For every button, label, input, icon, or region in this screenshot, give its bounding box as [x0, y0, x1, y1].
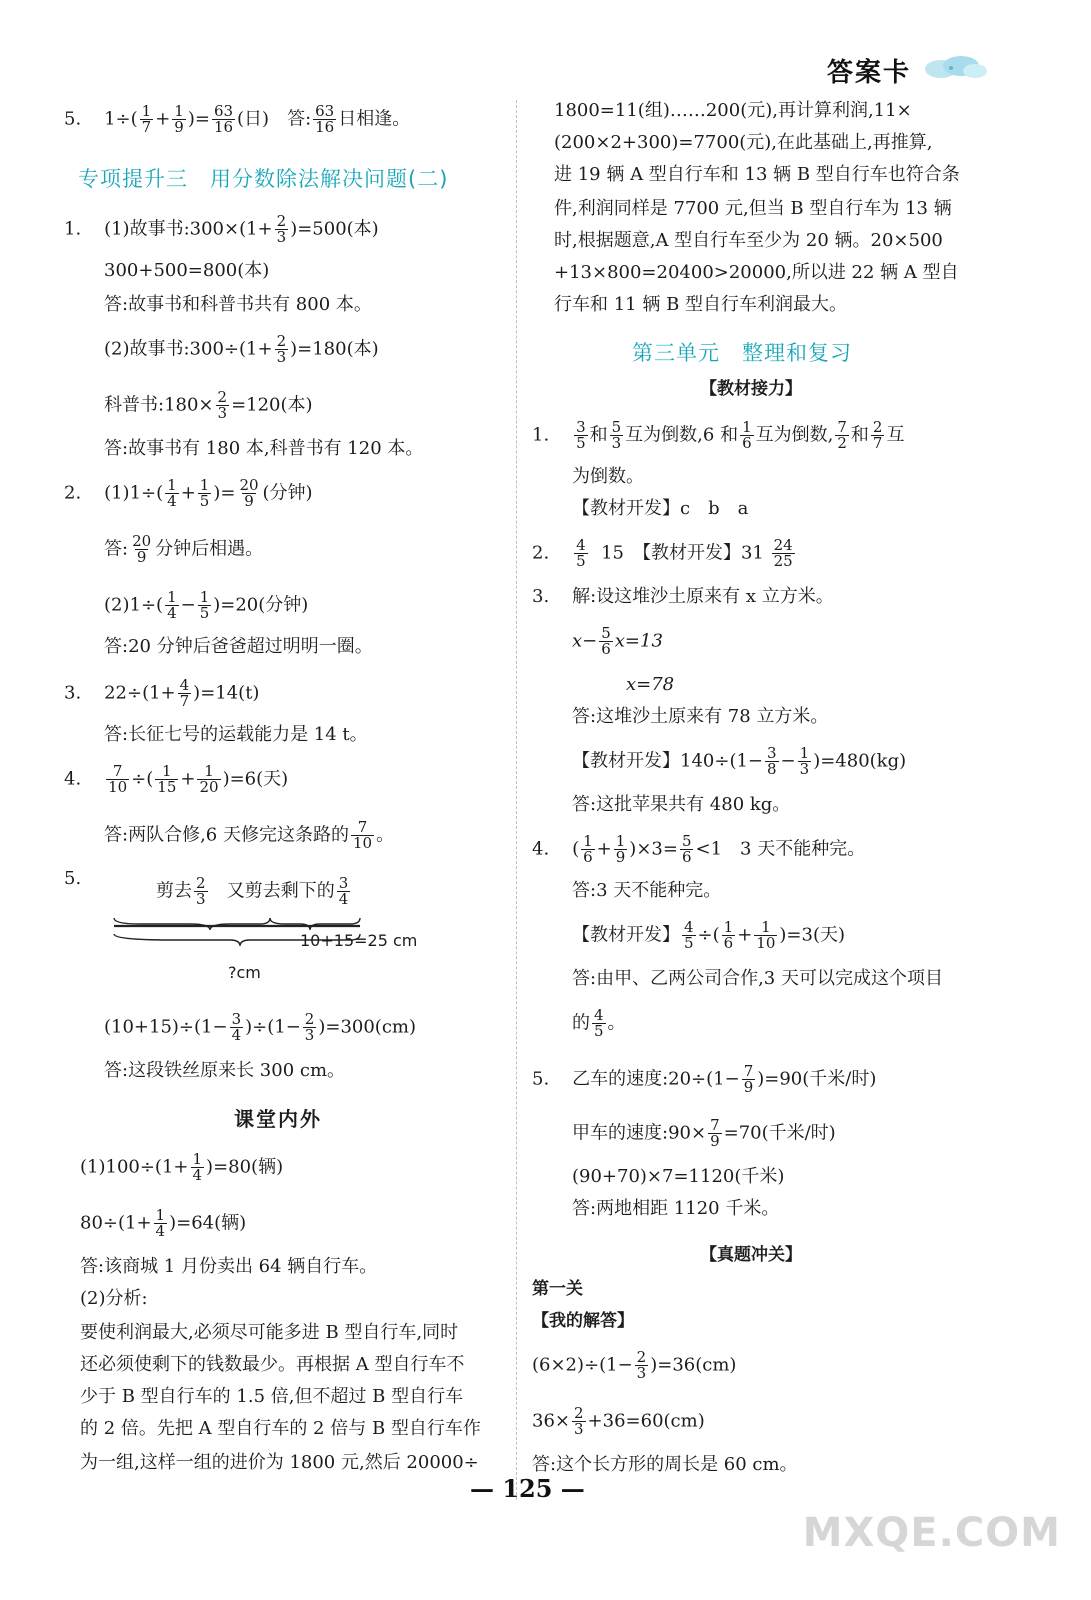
ketang-title: 课堂内外 — [234, 1107, 322, 1131]
r-q5-line1: 5. 乙车的速度:20÷(1− $\frac{7}{9}$ )=90(千米/时) — [532, 1062, 877, 1096]
diyiguan-label: 第一关 — [532, 1279, 583, 1299]
unit-title: 第三单元 整理和复习 — [632, 341, 852, 365]
r-q4-line4: 答:由甲、乙两公司合作,3 天可以完成这个项目 — [572, 968, 943, 989]
diagram-label-cut: 剪去 $\frac{2}{3}$ 又剪去剩下的 $\frac{3}{4}$ — [156, 874, 349, 908]
wode-jieda-label: 【我的解答】 — [532, 1311, 634, 1331]
ketang-line3: 答:该商城 1 月份卖出 64 辆自行车。 — [80, 1256, 378, 1277]
r-q3-line1: 3. 解:设这堆沙土原来有 x 立方米。 — [532, 586, 834, 607]
r-q3-line3: x=78 — [626, 674, 675, 695]
ketang-line7: 少于 B 型自行车的 1.5 倍,但不超过 B 型自行车 — [80, 1386, 464, 1407]
q3-line1: 3. 22÷(1+ $\frac{4}{7}$ )=14(t) — [64, 676, 260, 710]
r-q5-line3: (90+70)×7=1120(千米) — [572, 1166, 785, 1187]
r-q4-line2: 答:3 天不能种完。 — [572, 880, 722, 901]
q3-line2: 答:长征七号的运载能力是 14 t。 — [104, 724, 368, 745]
zhenti-title: 【真题冲关】 — [700, 1245, 802, 1265]
q5-line2: 答:这段铁丝原来长 300 cm。 — [104, 1060, 346, 1081]
q1-line2: 300+500=800(本) — [104, 260, 270, 281]
ketang-line5: 要使利润最大,必须尽可能多进 B 型自行车,同时 — [80, 1322, 459, 1343]
q5-number: 5. — [64, 868, 82, 889]
r-q4-line3: 【教材开发】 $\frac{4}{5}$ ÷( $\frac{1}{6}$ + $\frac{1}{10}$ )=3(天) — [572, 918, 845, 952]
r-q2-line1: 2. $\frac{4}{5}$ 15 【教材开发】31 $\frac{24}{25}$ — [532, 536, 793, 570]
q2-line1: 2. (1)1÷( $\frac{1}{4}$ + $\frac{1}{5}$ )= $\frac{20}{9}$ (分钟) — [64, 476, 313, 510]
jiaocai-title: 【教材接力】 — [700, 379, 802, 399]
r-q3-line2: x− $\frac{5}{6}$ x=13 — [572, 624, 663, 658]
q5-line1: (10+15)÷(1− $\frac{3}{4}$ )÷(1− $\frac{2}{3}$ )=300(cm) — [104, 1010, 416, 1044]
cont-line3: 进 19 辆 A 型自行车和 13 辆 B 型自行车也符合条 — [554, 164, 960, 185]
wire-diagram — [110, 868, 450, 988]
cont-line4: 件,利润同样是 7700 元,但当 B 型自行车为 13 辆 — [554, 198, 952, 219]
ans-line3: 答:这个长方形的周长是 60 cm。 — [532, 1454, 798, 1475]
q1-line4: (2)故事书:300÷(1+ $\frac{2}{3}$ )=180(本) — [104, 332, 379, 366]
ketang-line8: 的 2 倍。先把 A 型自行车的 2 倍与 B 型自行车作 — [80, 1418, 481, 1439]
ketang-line2: 80÷(1+ $\frac{1}{4}$ )=64(辆) — [80, 1206, 247, 1240]
q1-line3: 答:故事书和科普书共有 800 本。 — [104, 294, 372, 315]
q5-top-line: 5. 1÷( $\frac{1}{7}$ + $\frac{1}{9}$ )= $\frac{63}{16}$ (日) 答: $\frac{63}{16}$ 日相逢。 — [64, 102, 411, 136]
q1-line6: 答:故事书有 180 本,科普书有 120 本。 — [104, 438, 424, 459]
watermark: MXQE.COM — [802, 1510, 1061, 1556]
r-q1-line2: 为倒数。 — [572, 466, 644, 487]
q4-line1: 4. $\frac{7}{10}$ ÷( $\frac{1}{15}$ + $\frac{1}{20}$ )=6(天) — [64, 762, 289, 796]
q2-line2: 答: $\frac{20}{9}$ 分钟后相遇。 — [104, 532, 264, 566]
ans-line2: 36× $\frac{2}{3}$ +36=60(cm) — [532, 1404, 705, 1438]
r-q4-line5: 的 $\frac{4}{5}$ 。 — [572, 1006, 626, 1040]
r-q5-line4: 答:两地相距 1120 千米。 — [572, 1198, 780, 1219]
r-q1-line1: 1. $\frac{3}{5}$ 和 $\frac{5}{3}$ 互为倒数,6 和 $\frac{1}{6}$ 互为倒数, $\frac{7}{2}$ 和 $\frac{2}{7}$ 互 — [532, 418, 905, 452]
cont-line6: +13×800=20400>20000,所以进 22 辆 A 型自 — [554, 262, 959, 283]
q4-line2: 答:两队合修,6 天修完这条路的 $\frac{7}{10}$ 。 — [104, 818, 395, 852]
cont-line7: 行车和 11 辆 B 型自行车利润最大。 — [554, 294, 848, 315]
cont-line2: (200×2+300)=7700(元),在此基础上,再推算, — [554, 132, 933, 153]
diagram-total-label: ?cm — [228, 963, 261, 982]
q2-line4: 答:20 分钟后爸爸超过明明一圈。 — [104, 636, 373, 657]
column-divider — [516, 100, 517, 1500]
cont-line5: 时,根据题意,A 型自行车至少为 20 辆。20×500 — [554, 230, 943, 251]
ketang-line1: (1)100÷(1+ $\frac{1}{4}$ )=80(辆) — [80, 1150, 284, 1184]
r-q3-line4: 答:这堆沙土原来有 78 立方米。 — [572, 706, 829, 727]
r-q3-line6: 答:这批苹果共有 480 kg。 — [572, 794, 791, 815]
ans-line1: (6×2)÷(1− $\frac{2}{3}$ )=36(cm) — [532, 1348, 737, 1382]
ketang-line4: (2)分析: — [80, 1288, 148, 1309]
cont-line1: 1800=11(组)……200(元),再计算利润,11× — [554, 100, 912, 121]
q1-line1: 1. (1)故事书:300×(1+ $\frac{2}{3}$ )=500(本) — [64, 212, 379, 246]
r-q1-line3: 【教材开发】c b a — [572, 498, 749, 519]
r-q4-line1: 4. ( $\frac{1}{6}$ + $\frac{1}{9}$ )×3= $\frac{5}{6}$ <1 3 天不能种完。 — [532, 832, 866, 866]
header-title: 答案卡 — [826, 58, 911, 88]
section-title: 专项提升三 用分数除法解决问题(二) — [78, 167, 449, 191]
page-number: — 125 — — [470, 1474, 585, 1503]
ketang-line9: 为一组,这样一组的进价为 1800 元,然后 20000÷ — [80, 1452, 479, 1473]
r-q5-line2: 甲车的速度:90× $\frac{7}{9}$ =70(千米/时) — [572, 1116, 836, 1150]
diagram-sum-label: 10+15=25 cm — [300, 931, 418, 950]
r-q3-line5: 【教材开发】140÷(1− $\frac{3}{8}$ − $\frac{1}{3}$ )=480(kg) — [572, 744, 907, 778]
q1-line5: 科普书:180× $\frac{2}{3}$ =120(本) — [104, 388, 313, 422]
cloud-decoration-icon — [921, 52, 989, 82]
ketang-line6: 还必须使剩下的钱数最少。再根据 A 型自行车不 — [80, 1354, 465, 1375]
q2-line3: (2)1÷( $\frac{1}{4}$ − $\frac{1}{5}$ )=20(分钟) — [104, 588, 309, 622]
